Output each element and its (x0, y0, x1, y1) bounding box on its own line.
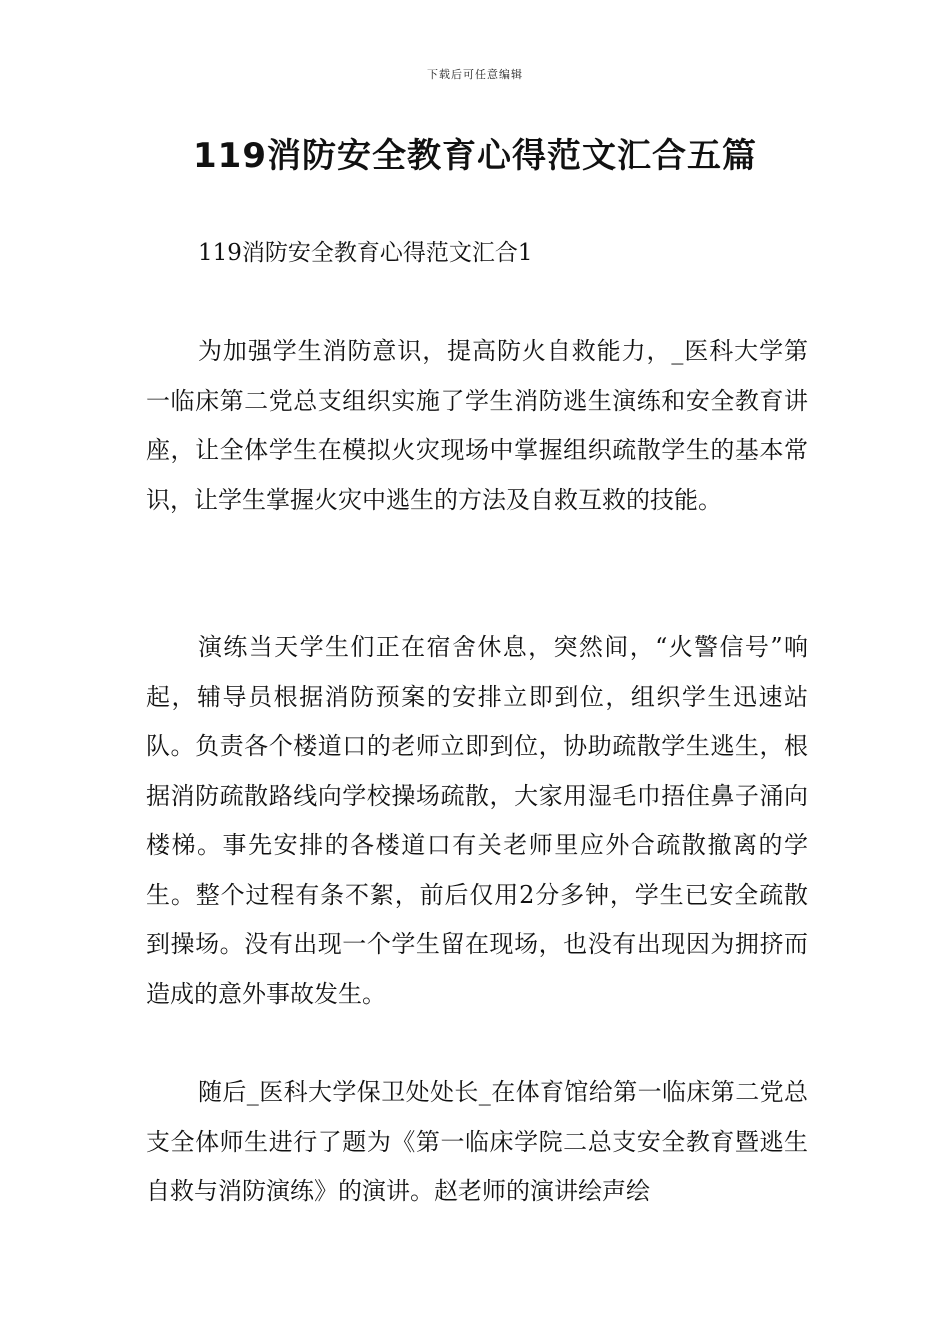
body-paragraph: 为加强学生消防意识，提高防火自救能力，_医科大学第一临床第二党总支组织实施了学生消防逃生演练和安全教育讲座，让全体学生在模拟火灾现场中掌握组织疏散学生的基本常识，让学生掌握火灾中逃生的方法及自救互救的技能。 (146, 337, 808, 514)
body-paragraph: 随后_医科大学保卫处处长_在体育馆给第一临床第二党总支全体师生进行了题为《第一临床学院二总支安全教育暨逃生自救与消防演练》的演讲。赵老师的演讲绘声绘 (146, 1078, 808, 1205)
document-title: 119消防安全教育心得范文汇合五篇 (193, 136, 757, 176)
section-subtitle: 119消防安全教育心得范文汇合1 (198, 240, 533, 266)
header-note: 下载后可任意编辑 (427, 68, 523, 81)
body-paragraph: 演练当天学生们正在宿舍休息，突然间，“火警信号”响起，辅导员根据消防预案的安排立即到位，组织学生迅速站队。负责各个楼道口的老师立即到位，协助疏散学生逃生，根据消防疏散路线向学校操场疏散，大家用湿毛巾捂住鼻子涌向楼梯。事先安排的各楼道口有关老师里应外合疏散撤离的学生。整个过程有条不絮，前后仅用2分多钟，学生已安全疏散到操场。没有出现一个学生留在现场，也没有出现因为拥挤而造成的意外事故发生。 (146, 633, 808, 1008)
